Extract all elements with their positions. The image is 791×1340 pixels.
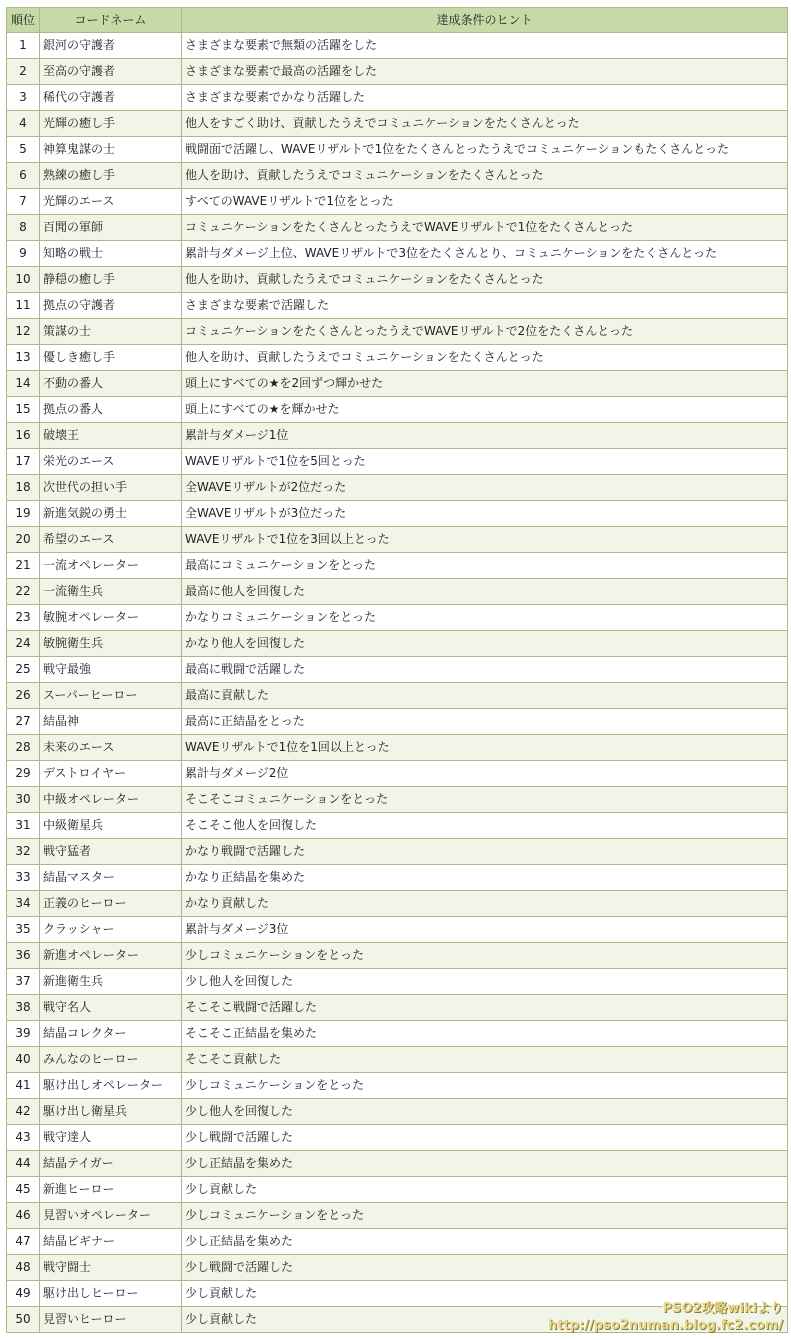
- hint-cell: さまざまな要素でかなり活躍した: [182, 85, 788, 111]
- code-name-cell: 戦守達人: [40, 1125, 182, 1151]
- rank-cell: 40: [7, 1047, 40, 1073]
- table-row: [7, 241, 788, 267]
- code-name-cell: 稀代の守護者: [40, 85, 182, 111]
- table-row: [7, 1255, 788, 1281]
- rank-cell: 12: [7, 319, 40, 345]
- rank-cell: 28: [7, 735, 40, 761]
- hint-cell: 累計与ダメージ3位: [182, 917, 788, 943]
- code-name-cell: 未来のエース: [40, 735, 182, 761]
- code-name-cell: クラッシャー: [40, 917, 182, 943]
- code-name-cell: 戦守最強: [40, 657, 182, 683]
- rank-cell: 8: [7, 215, 40, 241]
- hint-cell: かなりコミュニケーションをとった: [182, 605, 788, 631]
- rank-cell: 39: [7, 1021, 40, 1047]
- code-name-cell: 一流衛生兵: [40, 579, 182, 605]
- hint-cell: 少し他人を回復した: [182, 1099, 788, 1125]
- table-row: [7, 1047, 788, 1073]
- table-row: [7, 449, 788, 475]
- rank-cell: 1: [7, 33, 40, 59]
- hint-cell: 少し正結晶を集めた: [182, 1151, 788, 1177]
- table-row: [7, 761, 788, 787]
- code-name-cell: 中級衛星兵: [40, 813, 182, 839]
- code-name-cell: 結晶コレクター: [40, 1021, 182, 1047]
- code-name-cell: 拠点の守護者: [40, 293, 182, 319]
- hint-cell: 少しコミュニケーションをとった: [182, 943, 788, 969]
- rank-cell: 26: [7, 683, 40, 709]
- rank-cell: 43: [7, 1125, 40, 1151]
- hint-cell: さまざまな要素で無類の活躍をした: [182, 33, 788, 59]
- table-row: [7, 33, 788, 59]
- table-row: [7, 839, 788, 865]
- rank-cell: 44: [7, 1151, 40, 1177]
- hint-cell: そこそこコミュニケーションをとった: [182, 787, 788, 813]
- rank-cell: 41: [7, 1073, 40, 1099]
- table-row: [7, 787, 788, 813]
- code-name-cell: みんなのヒーロー: [40, 1047, 182, 1073]
- watermark: [548, 1300, 783, 1334]
- table-row: [7, 579, 788, 605]
- hint-cell: かなり正結晶を集めた: [182, 865, 788, 891]
- rank-cell: 14: [7, 371, 40, 397]
- code-name-cell: 熟練の癒し手: [40, 163, 182, 189]
- hint-cell: 他人を助け、貢献したうえでコミュニケーションをたくさんとった: [182, 345, 788, 371]
- rank-cell: 38: [7, 995, 40, 1021]
- hint-cell: かなり戦闘で活躍した: [182, 839, 788, 865]
- code-name-cell: 新進オペレーター: [40, 943, 182, 969]
- code-name-cell: 優しき癒し手: [40, 345, 182, 371]
- rank-cell: 25: [7, 657, 40, 683]
- table-row: [7, 293, 788, 319]
- table-row: [7, 605, 788, 631]
- hint-cell: かなり貢献した: [182, 891, 788, 917]
- code-name-cell: 戦守猛者: [40, 839, 182, 865]
- code-name-cell: 知略の戦士: [40, 241, 182, 267]
- code-name-cell: 破壊王: [40, 423, 182, 449]
- table-row: [7, 865, 788, 891]
- code-name-cell: 新進気鋭の勇士: [40, 501, 182, 527]
- hint-cell: さまざまな要素で最高の活躍をした: [182, 59, 788, 85]
- code-name-cell: 結晶テイガー: [40, 1151, 182, 1177]
- hint-cell: 他人をすごく助け、貢献したうえでコミュニケーションをたくさんとった: [182, 111, 788, 137]
- table-row: [7, 319, 788, 345]
- rank-cell: 46: [7, 1203, 40, 1229]
- table-row: [7, 85, 788, 111]
- code-name-cell: 結晶マスター: [40, 865, 182, 891]
- table-row: [7, 943, 788, 969]
- hint-cell: WAVEリザルトで1位を3回以上とった: [182, 527, 788, 553]
- hint-cell: 頭上にすべての★を輝かせた: [182, 397, 788, 423]
- hint-cell: WAVEリザルトで1位を1回以上とった: [182, 735, 788, 761]
- code-name-cell: 見習いヒーロー: [40, 1307, 182, 1333]
- rank-cell: 34: [7, 891, 40, 917]
- code-name-cell: 百聞の軍師: [40, 215, 182, 241]
- rank-cell: 31: [7, 813, 40, 839]
- code-name-cell: 正義のヒーロー: [40, 891, 182, 917]
- watermark-source: PSO2攻略wikiより: [662, 1301, 783, 1316]
- hint-cell: コミュニケーションをたくさんとったうえでWAVEリザルトで1位をたくさんとった: [182, 215, 788, 241]
- hint-cell: 少し貢献した: [182, 1177, 788, 1203]
- hint-cell: そこそこ他人を回復した: [182, 813, 788, 839]
- table-row: [7, 657, 788, 683]
- rank-cell: 13: [7, 345, 40, 371]
- rank-cell: 19: [7, 501, 40, 527]
- table-row: [7, 735, 788, 761]
- table-row: [7, 553, 788, 579]
- table-row: [7, 111, 788, 137]
- code-name-cell: 戦守闘士: [40, 1255, 182, 1281]
- code-name-cell: 駆け出しオペレーター: [40, 1073, 182, 1099]
- rank-cell: 24: [7, 631, 40, 657]
- hint-cell: 最高に貢献した: [182, 683, 788, 709]
- table-row: [7, 683, 788, 709]
- code-name-cell: 静穏の癒し手: [40, 267, 182, 293]
- code-name-cell: 新進ヒーロー: [40, 1177, 182, 1203]
- code-name-cell: 栄光のエース: [40, 449, 182, 475]
- code-name-cell: 駆け出しヒーロー: [40, 1281, 182, 1307]
- code-name-cell: 戦守名人: [40, 995, 182, 1021]
- hint-cell: 累計与ダメージ上位、WAVEリザルトで3位をたくさんとり、コミュニケーションをたくさんとった: [182, 241, 788, 267]
- rank-cell: 22: [7, 579, 40, 605]
- table-row: [7, 917, 788, 943]
- rank-cell: 27: [7, 709, 40, 735]
- code-name-cell: 拠点の番人: [40, 397, 182, 423]
- rank-cell: 15: [7, 397, 40, 423]
- hint-cell: 少し戦闘で活躍した: [182, 1125, 788, 1151]
- rank-cell: 35: [7, 917, 40, 943]
- code-name-cell: スーパーヒーロー: [40, 683, 182, 709]
- rank-cell: 18: [7, 475, 40, 501]
- hint-cell: 最高にコミュニケーションをとった: [182, 553, 788, 579]
- rank-cell: 37: [7, 969, 40, 995]
- hint-cell: 少し戦闘で活躍した: [182, 1255, 788, 1281]
- rank-cell: 49: [7, 1281, 40, 1307]
- rank-cell: 21: [7, 553, 40, 579]
- hint-cell: 全WAVEリザルトが3位だった: [182, 501, 788, 527]
- hint-cell: 最高に他人を回復した: [182, 579, 788, 605]
- code-name-cell: 神算鬼謀の士: [40, 137, 182, 163]
- table-row: [7, 397, 788, 423]
- hint-cell: 少しコミュニケーションをとった: [182, 1073, 788, 1099]
- rank-cell: 50: [7, 1307, 40, 1333]
- rank-cell: 48: [7, 1255, 40, 1281]
- hint-cell: 少し他人を回復した: [182, 969, 788, 995]
- hint-cell: 他人を助け、貢献したうえでコミュニケーションをたくさんとった: [182, 163, 788, 189]
- table-row: [7, 215, 788, 241]
- rank-cell: 17: [7, 449, 40, 475]
- code-name-cell: 見習いオペレーター: [40, 1203, 182, 1229]
- table-row: [7, 1229, 788, 1255]
- code-name-cell: 結晶ビギナー: [40, 1229, 182, 1255]
- rank-cell: 47: [7, 1229, 40, 1255]
- rank-cell: 6: [7, 163, 40, 189]
- rank-cell: 3: [7, 85, 40, 111]
- hint-cell: WAVEリザルトで1位を5回とった: [182, 449, 788, 475]
- table-row: [7, 189, 788, 215]
- header-rank: 順位: [7, 8, 40, 33]
- code-name-cell: 光輝の癒し手: [40, 111, 182, 137]
- code-name-cell: 駆け出し衛星兵: [40, 1099, 182, 1125]
- code-name-cell: 敏腕衛生兵: [40, 631, 182, 657]
- table-body: [7, 33, 788, 1333]
- rank-cell: 16: [7, 423, 40, 449]
- table-row: [7, 371, 788, 397]
- code-name-cell: 銀河の守護者: [40, 33, 182, 59]
- rank-cell: 30: [7, 787, 40, 813]
- rank-cell: 33: [7, 865, 40, 891]
- table-row: [7, 813, 788, 839]
- table-row: [7, 1203, 788, 1229]
- rank-cell: 4: [7, 111, 40, 137]
- code-name-cell: 至高の守護者: [40, 59, 182, 85]
- table-row: [7, 501, 788, 527]
- code-name-cell: 新進衛生兵: [40, 969, 182, 995]
- code-name-cell: 結晶神: [40, 709, 182, 735]
- table-row: [7, 969, 788, 995]
- table-row: [7, 1021, 788, 1047]
- table-row: [7, 1151, 788, 1177]
- rank-cell: 2: [7, 59, 40, 85]
- code-name-cell: 策謀の士: [40, 319, 182, 345]
- table-row: [7, 709, 788, 735]
- table-row: [7, 1099, 788, 1125]
- table-row: [7, 995, 788, 1021]
- hint-cell: コミュニケーションをたくさんとったうえでWAVEリザルトで2位をたくさんとった: [182, 319, 788, 345]
- code-name-table: [6, 7, 788, 1333]
- hint-cell: そこそこ貢献した: [182, 1047, 788, 1073]
- table-row: [7, 527, 788, 553]
- table-row: [7, 475, 788, 501]
- hint-cell: 少し正結晶を集めた: [182, 1229, 788, 1255]
- table-row: [7, 267, 788, 293]
- table-row: [7, 891, 788, 917]
- table-row: [7, 1073, 788, 1099]
- hint-cell: 最高に正結晶をとった: [182, 709, 788, 735]
- code-name-cell: 敏腕オペレーター: [40, 605, 182, 631]
- rank-cell: 10: [7, 267, 40, 293]
- hint-cell: 全WAVEリザルトが2位だった: [182, 475, 788, 501]
- hint-cell: 他人を助け、貢献したうえでコミュニケーションをたくさんとった: [182, 267, 788, 293]
- hint-cell: 少し貢献した: [182, 1281, 788, 1307]
- table-row: [7, 631, 788, 657]
- rank-cell: 20: [7, 527, 40, 553]
- code-name-cell: 光輝のエース: [40, 189, 182, 215]
- table-row: [7, 59, 788, 85]
- rank-cell: 29: [7, 761, 40, 787]
- header-code-name: コードネーム: [40, 8, 182, 33]
- rank-cell: 7: [7, 189, 40, 215]
- table-header-row: [7, 8, 788, 33]
- hint-cell: さまざまな要素で活躍した: [182, 293, 788, 319]
- rank-cell: 9: [7, 241, 40, 267]
- rank-cell: 32: [7, 839, 40, 865]
- hint-cell: 累計与ダメージ2位: [182, 761, 788, 787]
- table-row: [7, 137, 788, 163]
- hint-cell: 最高に戦闘で活躍した: [182, 657, 788, 683]
- hint-cell: 戦闘面で活躍し、WAVEリザルトで1位をたくさんとったうえでコミュニケーションもたくさんとった: [182, 137, 788, 163]
- code-name-cell: 不動の番人: [40, 371, 182, 397]
- hint-cell: そこそこ正結晶を集めた: [182, 1021, 788, 1047]
- hint-cell: すべてのWAVEリザルトで1位をとった: [182, 189, 788, 215]
- watermark-url: http://pso2numan.blog.fc2.com/: [548, 1318, 783, 1333]
- hint-cell: 累計与ダメージ1位: [182, 423, 788, 449]
- header-hint: 達成条件のヒント: [182, 8, 788, 33]
- hint-cell: 少し貢献した: [182, 1307, 788, 1333]
- rank-cell: 36: [7, 943, 40, 969]
- table-row: [7, 345, 788, 371]
- table-row: [7, 1177, 788, 1203]
- rank-cell: 5: [7, 137, 40, 163]
- code-name-cell: 次世代の担い手: [40, 475, 182, 501]
- hint-cell: そこそこ戦闘で活躍した: [182, 995, 788, 1021]
- rank-cell: 23: [7, 605, 40, 631]
- table-row: [7, 423, 788, 449]
- table-row: [7, 163, 788, 189]
- hint-cell: 少しコミュニケーションをとった: [182, 1203, 788, 1229]
- hint-cell: かなり他人を回復した: [182, 631, 788, 657]
- code-name-cell: 希望のエース: [40, 527, 182, 553]
- hint-cell: 頭上にすべての★を2回ずつ輝かせた: [182, 371, 788, 397]
- code-name-cell: 中級オペレーター: [40, 787, 182, 813]
- rank-cell: 42: [7, 1099, 40, 1125]
- rank-cell: 45: [7, 1177, 40, 1203]
- table-row: [7, 1125, 788, 1151]
- code-name-cell: 一流オペレーター: [40, 553, 182, 579]
- code-name-cell: デストロイヤー: [40, 761, 182, 787]
- rank-cell: 11: [7, 293, 40, 319]
